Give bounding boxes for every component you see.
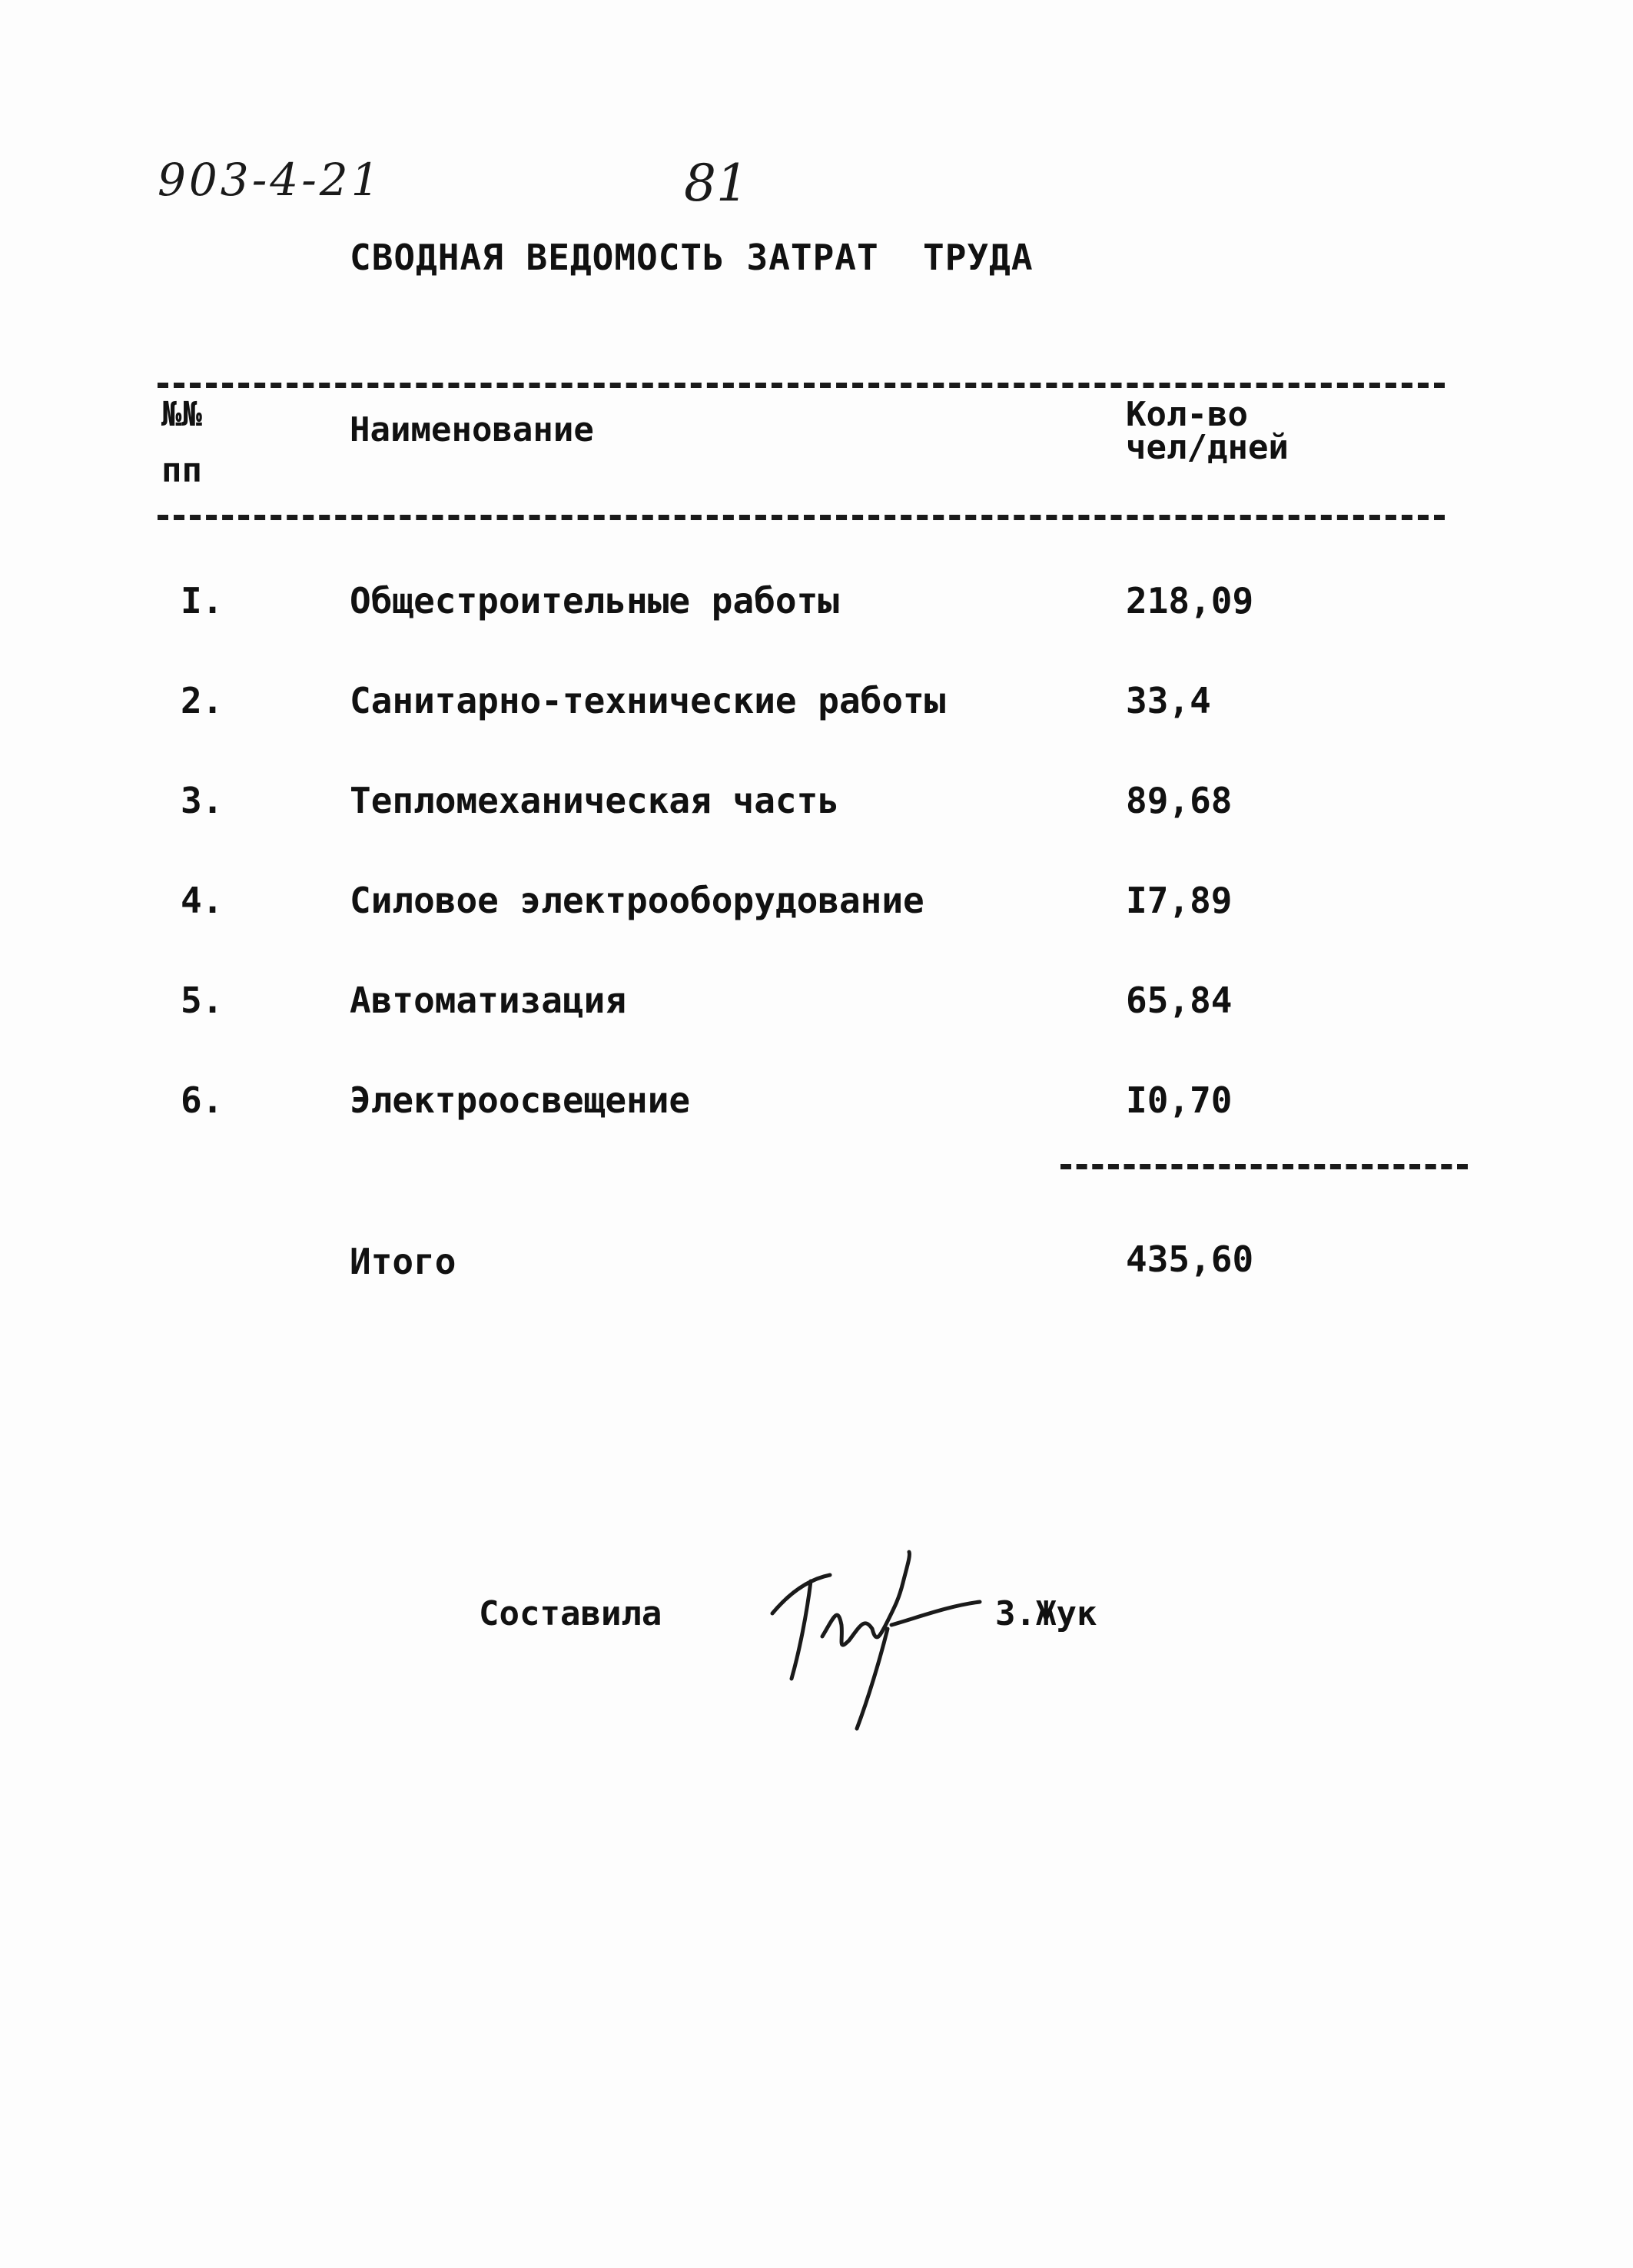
table-row	[0, 1079, 1633, 1141]
total-label: Итого	[350, 1241, 456, 1282]
row-qty: 65,84	[1126, 980, 1233, 1021]
total-value: 435,60	[1126, 1238, 1254, 1280]
row-number: 4.	[181, 880, 224, 921]
row-name: Санитарно-технические работы	[350, 680, 946, 721]
compiled-by-label: Составила	[479, 1594, 662, 1633]
signature-image	[765, 1544, 987, 1736]
row-qty: I7,89	[1126, 880, 1233, 921]
row-name: Электроосвещение	[350, 1079, 691, 1121]
row-qty: 218,09	[1126, 580, 1254, 622]
column-header-name: Наименование	[350, 410, 594, 449]
row-number: 3.	[181, 780, 224, 821]
column-header-qty-line1: Кол-во	[1126, 395, 1248, 434]
column-header-num-line1: №№	[161, 395, 202, 434]
row-name: Автоматизация	[350, 980, 627, 1021]
row-number: I.	[181, 580, 224, 622]
row-qty: 89,68	[1126, 780, 1233, 821]
row-name: Тепломеханическая часть	[350, 780, 839, 821]
page-number: 81	[684, 154, 748, 213]
row-name: Силовое электрооборудование	[350, 880, 924, 921]
row-number: 2.	[181, 680, 224, 721]
row-number: 5.	[181, 980, 224, 1021]
table-row	[0, 580, 1633, 642]
signer-name: З.Жук	[995, 1594, 1097, 1633]
table-top-divider	[158, 383, 1445, 388]
table-row	[0, 780, 1633, 841]
table-row	[0, 680, 1633, 741]
row-qty: I0,70	[1126, 1079, 1233, 1121]
table-header-divider	[158, 515, 1445, 520]
row-name: Общестроительные работы	[350, 580, 839, 622]
row-number: 6.	[181, 1079, 224, 1121]
table-row	[0, 880, 1633, 941]
table-row	[0, 980, 1633, 1041]
page-title: СВОДНАЯ ВЕДОМОСТЬ ЗАТРАТ ТРУДА	[350, 237, 1034, 278]
doc-code: 903-4-21	[158, 154, 383, 206]
total-divider	[1060, 1164, 1468, 1169]
row-qty: 33,4	[1126, 680, 1211, 721]
column-header-qty-line2: чел/дней	[1126, 428, 1289, 467]
column-header-num-line2: пп	[161, 451, 202, 490]
